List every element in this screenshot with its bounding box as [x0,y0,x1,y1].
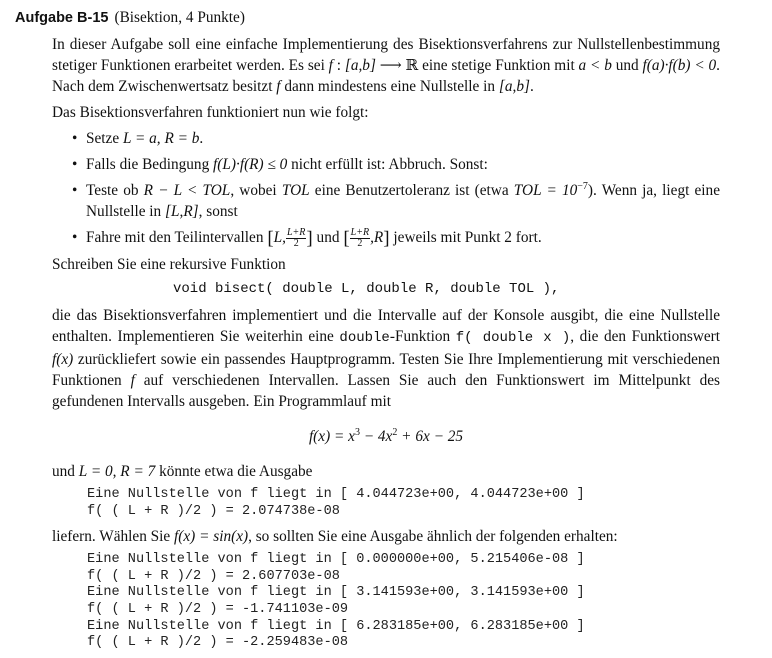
console-line: f( ( L + R )/2 ) = -2.259483e-08 [87,635,349,651]
bracket-right: ] [306,228,313,249]
example-line [52,461,720,482]
fraction-numerator: L+R [286,226,306,238]
step-text: eine Benutzertoleranz ist (etwa [309,182,514,199]
task-lead: Schreiben Sie eine rekursive Funktion [52,256,286,273]
fraction-denominator: 2 [293,237,299,249]
step-2 [72,154,720,175]
console-line: Eine Nullstelle von f liegt in [ 3.141593e+00, 3.141593e+00 ] [87,585,585,601]
code-double: double [339,330,390,346]
fraction-denominator: 2 [357,237,363,249]
formula-exponent: 2 [392,426,398,438]
console-output-1 [52,487,720,520]
bracket-left: [ [267,228,274,249]
procedure-steps [52,128,720,249]
step-text: und [312,229,344,246]
console-output-2 [52,552,720,652]
intro-text: In dieser Aufgabe soll eine einfache Implementierung des Bisektionsverfahrens zur Nullstellenbestimmung stetiger Funktionen erarbeitet werden. Es sei [52,36,720,74]
step-text: , wobei [230,182,282,199]
intro-text: dann mindestens eine Nullstelle in [280,78,499,95]
example-text: könnte etwa die Ausgabe [155,463,313,480]
console-line: f( ( L + R )/2 ) = 2.607703e-08 [87,568,340,584]
exercise-label: Aufgabe B-15 [15,10,109,26]
intro-text: . [529,78,534,95]
console-line: Eine Nullstelle von f liegt in [ 4.044723e+00, 4.044723e+00 ] [87,487,585,502]
sin-text: , so sollten Sie eine Ausgabe ähnlich der folgenden erhalten: [248,528,618,546]
math-interval: [a,b] [498,78,530,95]
step-3 [72,180,720,222]
exercise-meta: (Bisektion, 4 Punkte) [114,9,245,26]
sin-line [52,526,720,547]
step-text: Falls die Bedingung [86,156,214,173]
test-function-formula [52,426,720,447]
step-math: TOL = 10 [513,182,578,199]
intro-paragraph [52,34,720,97]
sin-text: liefern. Wählen Sie [52,528,175,546]
task-text: -Funktion [389,328,456,345]
intro-text: . Nach dem Zwischenwertsatz besitzt [52,57,720,95]
console-line: f( ( L + R )/2 ) = -1.741103e-09 [87,601,349,617]
step-math: [L,R] [165,203,199,220]
math-fx: f(x) [52,351,74,368]
step-math: L = a, R = b [122,130,200,147]
console-line: Eine Nullstelle von f liegt in [ 0.000000e+00, 5.215406e-08 ] [87,552,585,568]
math-f: f [276,78,281,95]
console-line: Eine Nullstelle von f liegt in [ 6.283185e+00, 6.283185e+00 ] [87,618,585,634]
math-condition: f(a)·f(b) < 0 [642,57,717,74]
task-text: die das Bisektionsverfahren implementiert und die Intervalle auf der Konsole ausgibt, die eine Nullstelle enthalten. Implementieren Sie weiterhin eine [52,307,720,345]
fraction-midpoint [350,228,370,249]
step-text: Setze [86,130,123,147]
step-text: . [199,130,204,147]
task-text: auf verschiedenen Intervallen. Lassen Sie auch den Funktionswert im Mittelpunkt des gefundenen Intervalls ausgeben. Ein Programmlauf mit [52,372,720,410]
step-text: , sonst [198,203,238,220]
step-exponent: −7 [577,180,588,192]
fraction-numerator: L+R [350,226,370,238]
math-domain: [a,b] [344,57,376,74]
task-text: , die den Funktionswert [570,328,721,345]
step-math: L, [273,229,286,246]
example-text: und [52,463,79,480]
math-colon: : [332,57,345,74]
exercise-heading [15,7,245,29]
step-4 [72,227,720,249]
math-f: f [328,57,333,74]
math-arrow: ⟶ [375,57,406,74]
task-text: zurückliefert sowie ein passendes Hauptprogramm. Testen Sie Ihre Implementierung mit verschiedenen Funktionen [52,351,720,389]
step-text: Teste ob [86,182,144,199]
step-math: f(L)·f(R) ≤ 0 [213,156,288,173]
function-signature: void bisect( double L, double R, double TOL ), [173,281,560,297]
step-text: ). Wenn ja, liegt eine Nullstelle in [86,182,720,220]
formula-part: + 6x − 25 [397,428,464,445]
step-math: ,R [370,229,384,246]
step-text: nicht erfüllt ist: Abbruch. Sonst: [287,156,488,173]
bracket-right: ] [383,228,390,249]
intro-text: eine stetige Funktion mit [418,57,579,74]
console-line: f( ( L + R )/2 ) = 2.074738e-08 [87,503,340,519]
bracket-left: [ [343,228,350,249]
step-text: jeweils mit Punkt 2 fort. [389,229,542,246]
intro-text: und [611,57,643,74]
step-math: TOL [281,182,310,199]
math-condition: a < b [578,57,612,74]
formula-part: − 4x [359,428,393,445]
formula-exponent: 3 [354,426,360,438]
math-f: f [130,372,135,389]
fraction-midpoint [286,228,306,249]
formula-part: f(x) = x [308,428,355,445]
step-math: R − L < TOL [143,182,231,199]
example-math: L = 0, R = 7 [78,463,156,480]
sin-math: f(x) = sin(x) [174,528,249,546]
step-text: Fahre mit den Teilintervallen [86,229,268,246]
step-1 [72,128,720,149]
task-paragraph [52,305,720,412]
code-f: f( double x ) [455,330,571,346]
math-reals: ℝ [405,57,419,74]
procedure-lead: Das Bisektionsverfahren funktioniert nun wie folgt: [52,104,369,121]
exercise-body [52,34,720,658]
